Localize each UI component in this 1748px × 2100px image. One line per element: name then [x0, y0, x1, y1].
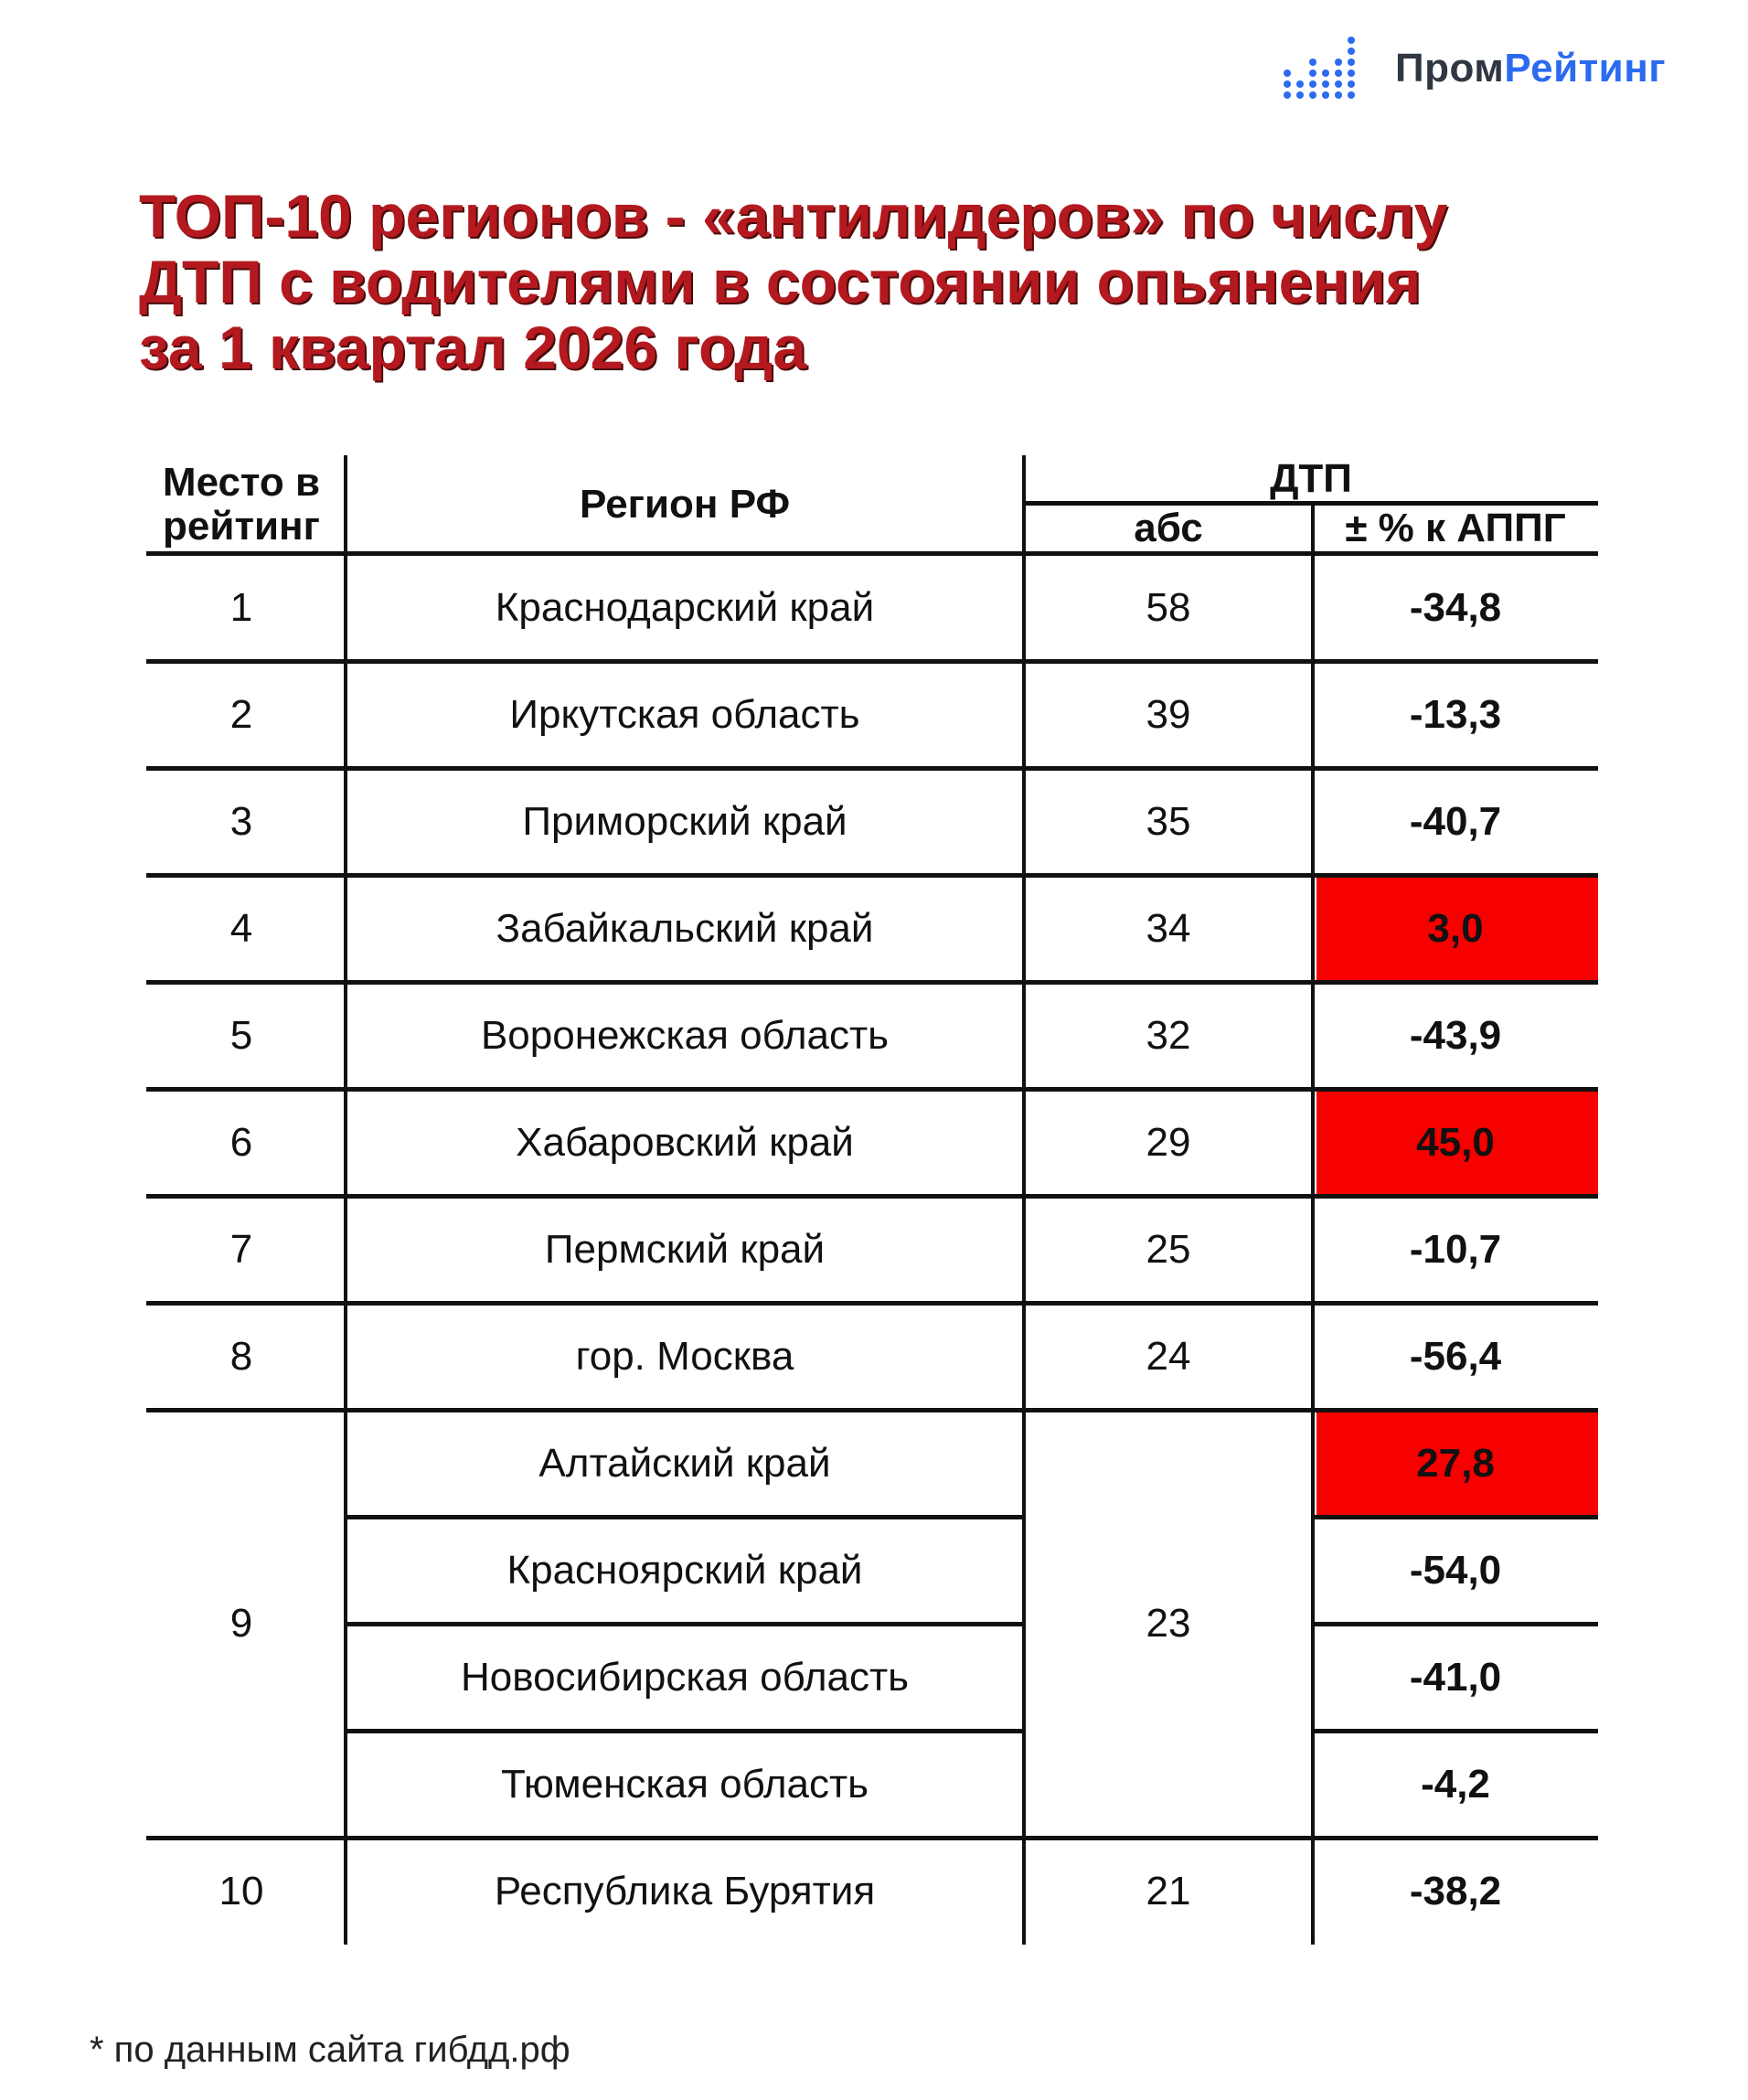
- region-cell: Пермский край: [544, 1226, 826, 1272]
- change-cell: -56,4: [1409, 1333, 1502, 1379]
- abs-cell: 29: [1146, 1119, 1191, 1165]
- dots-bars-logo-icon: [1280, 27, 1362, 110]
- abs-cell: 34: [1146, 905, 1191, 951]
- region-cell: Красноярский край: [506, 1547, 863, 1593]
- region-cell: Новосибирская область: [460, 1654, 910, 1700]
- change-cell: -10,7: [1409, 1226, 1502, 1272]
- title-line-3: за 1 квартал 2026 года: [139, 314, 807, 381]
- abs-cell: 58: [1146, 584, 1191, 630]
- row-divider: [146, 659, 1598, 664]
- change-cell: -40,7: [1409, 798, 1502, 844]
- row-divider: [1313, 1515, 1598, 1519]
- header-group-underline: [1024, 501, 1598, 506]
- header-rank: [137, 455, 346, 554]
- rank-cell: 3: [229, 798, 253, 844]
- rank-cell: 1: [229, 584, 253, 630]
- region-cell: Алтайский край: [538, 1440, 831, 1486]
- row-divider: [146, 1408, 1598, 1412]
- change-cell: -13,3: [1409, 691, 1502, 737]
- row-divider: [1313, 1622, 1598, 1626]
- change-cell: 45,0: [1416, 1119, 1495, 1165]
- row-divider: [346, 1729, 1024, 1733]
- title-line-2: ДТП с водителями в состоянии опьянения: [139, 248, 1422, 315]
- rank-cell: 7: [229, 1226, 253, 1272]
- rank-cell: 9: [229, 1601, 253, 1646]
- region-cell: Воронежская область: [480, 1012, 890, 1058]
- abs-cell: 21: [1146, 1868, 1191, 1913]
- row-divider: [146, 873, 1598, 878]
- brand-logo: [1280, 27, 1666, 110]
- change-cell: -54,0: [1409, 1547, 1502, 1593]
- header-rank-line2: рейтинг: [163, 504, 320, 549]
- region-cell: Тюменская область: [500, 1761, 869, 1807]
- rank-cell: 4: [229, 905, 253, 951]
- header-group-dtp: ДТП: [1270, 456, 1352, 501]
- abs-cell: 32: [1146, 1012, 1191, 1058]
- rank-cell: 8: [229, 1333, 253, 1379]
- region-cell: Забайкальский край: [496, 905, 874, 951]
- row-divider: [146, 766, 1598, 771]
- rank-cell: 10: [218, 1868, 264, 1913]
- page-title: [139, 183, 1602, 380]
- header-region: Регион РФ: [579, 482, 791, 527]
- abs-cell: 39: [1146, 691, 1191, 737]
- change-cell: -38,2: [1409, 1868, 1502, 1913]
- region-cell: Республика Бурятия: [494, 1868, 876, 1913]
- abs-cell: 23: [1146, 1601, 1191, 1646]
- row-divider: [146, 1301, 1598, 1306]
- abs-cell: 24: [1146, 1333, 1191, 1379]
- abs-cell: 25: [1146, 1226, 1191, 1272]
- region-cell: Хабаровский край: [516, 1119, 854, 1165]
- region-cell: Иркутская область: [509, 691, 860, 737]
- change-cell: 27,8: [1416, 1440, 1495, 1486]
- change-cell: -43,9: [1409, 1012, 1502, 1058]
- row-divider: [346, 1622, 1024, 1626]
- row-divider: [146, 1836, 1598, 1840]
- header-bottom-rule: [146, 551, 1598, 556]
- region-cell: Приморский край: [522, 798, 847, 844]
- row-divider: [146, 980, 1598, 985]
- change-cell: -41,0: [1409, 1654, 1502, 1700]
- change-cell: -4,2: [1421, 1761, 1490, 1807]
- brand-name-part2: Рейтинг: [1504, 46, 1667, 91]
- row-divider: [1313, 1729, 1598, 1733]
- region-cell: гор. Москва: [575, 1333, 794, 1379]
- source-footnote: * по данным сайта гибдд.рф: [90, 2030, 570, 2070]
- change-cell: 3,0: [1427, 905, 1484, 951]
- abs-cell: 35: [1146, 798, 1191, 844]
- row-divider: [346, 1515, 1024, 1519]
- header-rank-line1: Место в: [162, 460, 321, 505]
- rank-cell: 5: [229, 1012, 253, 1058]
- row-divider: [146, 1194, 1598, 1199]
- header-abs: абс: [1134, 506, 1203, 550]
- title-line-1: ТОП-10 регионов - «антилидеров» по числу: [139, 182, 1448, 250]
- column-divider: [1022, 455, 1026, 1945]
- rank-cell: 2: [229, 691, 253, 737]
- row-divider: [146, 1087, 1598, 1092]
- brand-name-part1: Пром: [1395, 46, 1505, 91]
- brand-name: [1395, 46, 1666, 91]
- change-cell: -34,8: [1409, 584, 1502, 630]
- column-divider: [344, 455, 347, 1945]
- ranking-table: [146, 455, 1598, 1936]
- region-cell: Краснодарский край: [495, 584, 875, 630]
- rank-cell: 6: [229, 1119, 253, 1165]
- header-change: ± % к АППГ: [1345, 506, 1566, 550]
